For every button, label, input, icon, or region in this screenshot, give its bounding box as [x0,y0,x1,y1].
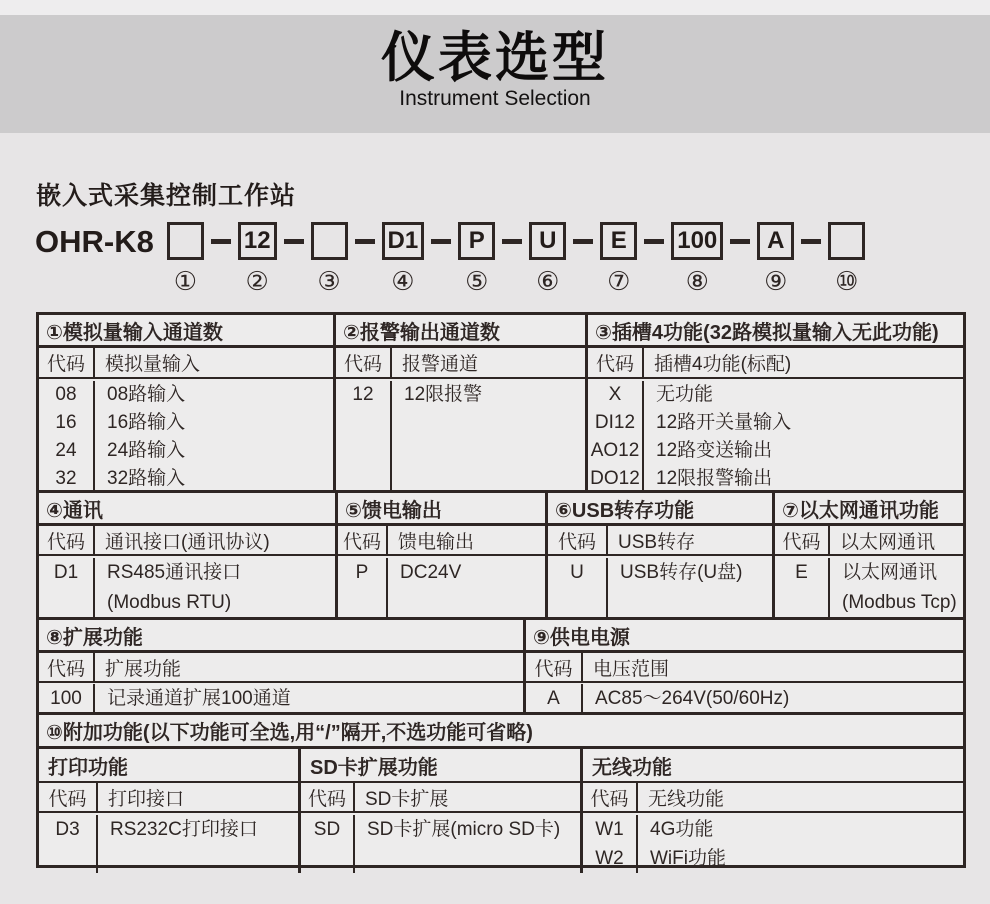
desc-cells [95,381,333,493]
segment-index-9: ⑨ [764,266,788,296]
section-ethernet [775,493,963,617]
code-cell: A [547,688,560,709]
column-header-row [336,348,585,379]
column-header-row [338,526,545,556]
section-title: ⑨供电电源 [526,620,963,653]
desc-column-header: 扩展功能 [105,658,182,680]
dash-separator [801,239,821,244]
code-cells [39,558,95,618]
desc-cell: 32路输入 [107,468,186,489]
desc-column-header: 无线功能 [648,788,725,810]
code-cell: E [795,562,808,583]
code-cell: DI12 [594,412,636,433]
dash-separator [502,239,522,244]
subsection-title: 无线功能 [583,749,963,783]
top-strip [0,0,990,15]
band-3 [39,620,963,715]
desc-cell: 12限报警输出 [656,468,773,489]
segment-index-7: ⑦ [607,266,631,296]
desc-cells [644,381,963,493]
code-cells [39,684,95,714]
data-rows [39,379,333,493]
desc-cell: 12路变送输出 [656,440,773,461]
desc-cells [355,815,580,873]
code-column-header: 代码 [526,653,583,681]
desc-column-header: 电压范围 [593,658,670,680]
code-cell: P [355,562,369,583]
code-cell: 12 [352,384,374,405]
dash-separator [284,239,304,244]
band-4 [39,715,963,871]
column-header-row [526,653,963,683]
page-subtitle: Instrument Selection [399,87,591,110]
section-title: ④通讯 [39,493,335,526]
desc-cells [388,558,545,617]
dash-separator [573,239,593,244]
segment-index-8: ⑧ [685,266,709,296]
data-rows [775,556,963,618]
title-band [0,15,990,133]
code-cell: DO12 [590,468,640,489]
dash-separator [730,239,750,244]
code-box-8: 100 [671,222,723,260]
code-column-header: 代码 [548,526,608,554]
subsection-title: 打印功能 [39,749,298,783]
section-expansion [39,620,526,712]
desc-column-header: USB转存 [618,531,696,553]
code-column-header: 代码 [336,348,392,377]
code-column-header: 代码 [583,783,638,811]
desc-column-header: 打印接口 [108,788,185,810]
model-segment-8 [671,222,723,294]
column-header-row [39,348,333,379]
model-segment-7 [600,222,637,294]
desc-cells [583,684,963,714]
section-title: ⑦以太网通讯功能 [775,493,963,526]
dash-separator [211,239,231,244]
desc-cell: 4G功能 [650,819,714,840]
model-segment-6 [529,222,566,294]
code-cell: SD [313,819,341,840]
desc-cells [830,558,963,618]
model-segment-10 [828,222,865,294]
column-header-row [775,526,963,556]
code-column-header: 代码 [39,348,95,377]
band-2 [39,493,963,620]
code-cell: 100 [50,688,82,709]
desc-cell: 以太网通讯 [842,562,938,583]
code-cell: 32 [55,468,77,489]
desc-cell: 24路输入 [107,440,186,461]
product-heading: 嵌入式采集控制工作站 [36,182,297,210]
page-title: 仪表选型 [381,28,609,88]
desc-cell-line2: (Modbus Tcp) [842,592,957,613]
code-cells [526,684,583,714]
desc-cell: 12路开关量输入 [656,412,792,433]
desc-column-header: 通讯接口(通讯协议) [105,531,270,553]
code-cells [39,381,95,493]
data-rows [338,556,545,617]
section-alarm-output [336,315,588,490]
code-cell: 08 [55,384,77,405]
segment-index-4: ④ [391,266,415,296]
desc-cell: RS485通讯接口 [107,562,242,583]
data-rows [39,813,298,873]
section-usb-transfer [548,493,775,617]
selection-table [36,312,966,868]
code-cells [588,381,644,493]
column-header-row [301,783,580,813]
column-header-row [583,783,963,813]
desc-cell: 08路输入 [107,384,186,405]
section-title: ⑥USB转存功能 [548,493,772,526]
code-box-10 [828,222,865,260]
code-column-header: 代码 [39,526,95,554]
desc-column-header: 模拟量输入 [105,354,201,375]
section-communication [39,493,338,617]
code-cell: U [570,562,584,583]
code-box-7: E [600,222,637,260]
code-cell: W2 [595,848,624,869]
column-header-row [39,526,335,556]
model-segment-3 [311,222,348,294]
data-rows [336,379,585,490]
column-header-row [548,526,772,556]
model-segment-9 [757,222,794,294]
desc-cell: WiFi功能 [650,848,726,869]
section-title: ①模拟量输入通道数 [39,315,333,348]
data-rows [548,556,772,617]
code-cells [338,558,388,617]
desc-cell: AC85～264V(50/60Hz) [595,688,790,709]
section-title: ⑧扩展功能 [39,620,523,653]
code-box-6: U [529,222,566,260]
desc-cells [608,558,772,617]
code-cell: D1 [53,562,79,583]
subsection-title: SD卡扩展功能 [301,749,580,783]
model-segment-4 [382,222,425,294]
section-slot4-function [588,315,963,490]
desc-cells [95,558,335,618]
desc-column-header: 插槽4功能(标配) [654,354,792,375]
code-column-header: 代码 [588,348,644,377]
code-cell: D3 [55,819,80,840]
segment-index-5: ⑤ [465,266,489,296]
desc-cells [392,381,585,490]
code-cell: 24 [55,440,77,461]
code-column-header: 代码 [338,526,388,554]
subsection-print [39,749,301,873]
code-cells [548,558,608,617]
subsection-sd-card [301,749,583,873]
data-rows [588,379,963,493]
model-segment-5 [458,222,495,294]
section-analog-input [39,315,336,490]
code-cells [336,381,392,490]
code-cell: W1 [595,819,624,840]
code-column-header: 代码 [39,653,95,681]
desc-cell-line2: (Modbus RTU) [107,592,232,613]
dash-separator [431,239,451,244]
segment-index-2: ② [245,266,269,296]
section-feed-output [338,493,548,617]
section-title: ③插槽4功能(32路模拟量输入无此功能) [588,315,963,348]
desc-column-header: 馈电输出 [398,531,475,553]
data-rows [39,556,335,618]
segment-index-10: ⑩ [835,266,859,296]
desc-cell: 记录通道扩展100通道 [107,688,291,709]
dash-separator [644,239,664,244]
model-segment-1 [167,222,204,294]
code-column-header: 代码 [775,526,830,554]
model-segment-2 [238,222,277,294]
code-box-5: P [458,222,495,260]
desc-cell: RS232C打印接口 [110,819,258,840]
desc-cell: 无功能 [656,384,714,405]
code-cells [583,815,638,873]
desc-column-header: 以太网通讯 [840,531,936,553]
code-cell: AO12 [590,440,640,461]
subsection-wireless [583,749,963,873]
model-code-row [35,222,955,294]
desc-cell: 16路输入 [107,412,186,433]
code-cells [775,558,830,618]
desc-column-header: 报警通道 [402,354,479,375]
band-1 [39,315,963,493]
code-box-9: A [757,222,794,260]
segment-index-1: ① [173,266,197,296]
section-power-supply [526,620,963,712]
desc-cell: 12限报警 [404,384,483,405]
data-rows [301,813,580,873]
desc-cell: USB转存(U盘) [620,562,743,583]
code-cell: 16 [55,412,77,433]
section-additional-title: ⑩附加功能(以下功能可全选,用“/”隔开,不选功能可省略) [39,715,963,749]
code-box-1 [167,222,204,260]
section-title: ②报警输出通道数 [336,315,585,348]
desc-cell: DC24V [400,562,462,583]
desc-cells [95,684,523,714]
code-cells [39,815,98,873]
code-column-header: 代码 [301,783,355,811]
desc-cells [98,815,298,873]
code-box-4: D1 [382,222,425,260]
dash-separator [355,239,375,244]
data-rows [526,683,963,714]
desc-cells [638,815,963,873]
additional-subsections [39,749,963,873]
column-header-row [39,783,298,813]
segment-index-6: ⑥ [536,266,560,296]
desc-cell: SD卡扩展(micro SD卡) [367,819,561,840]
code-box-3 [311,222,348,260]
desc-column-header: SD卡扩展 [365,788,449,810]
model-prefix: OHR-K8 [35,224,154,259]
code-column-header: 代码 [39,783,98,811]
code-cells [301,815,355,873]
segment-index-3: ③ [317,266,341,296]
data-rows [39,683,523,714]
data-rows [583,813,963,873]
code-cell: X [608,384,622,405]
column-header-row [39,653,523,683]
code-box-2: 12 [238,222,277,260]
column-header-row [588,348,963,379]
section-title: ⑤馈电输出 [338,493,545,526]
